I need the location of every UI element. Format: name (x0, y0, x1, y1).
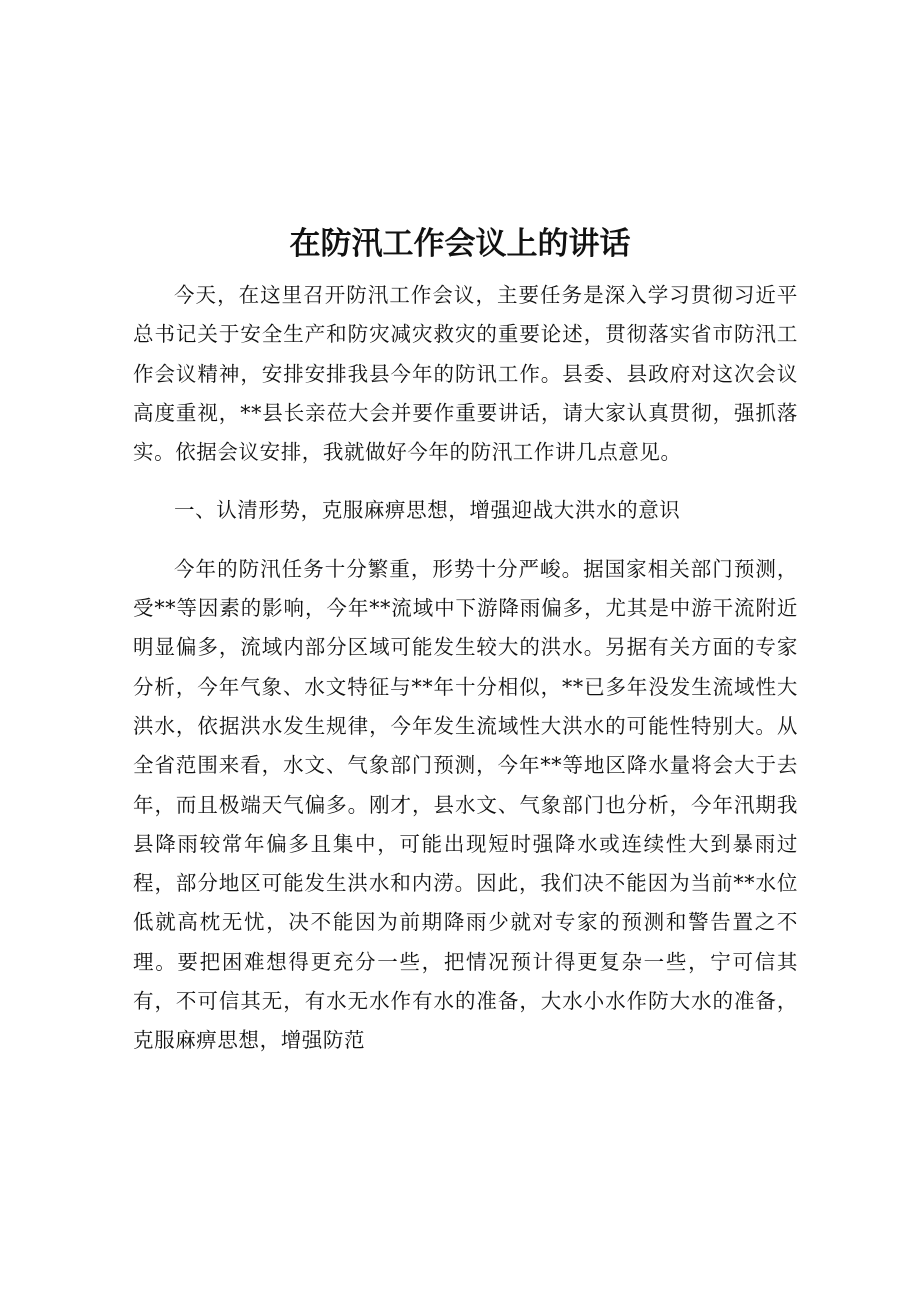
section-1-heading: 一、认清形势，克服麻痹思想，增强迎战大洪水的意识 (174, 498, 681, 523)
document-body (133, 276, 798, 1061)
document-title: 在防汛工作会议上的讲话 (289, 226, 631, 262)
intro-paragraph: 今天，在这里召开防汛工作会议，主要任务是深入学习贯彻习近平总书记关于安全生产和防灾减灾救灾的重要论述，贯彻落实省市防汛工作会议精神，安排安排我县今年的防讯工作。县委、县政府对这次会议高度重视，**县长亲莅大会并要作重要讲话，请大家认真贯彻，强抓落实。依据会议安排，我就做好今年的防汛工作讲几点意见。 (133, 283, 798, 465)
section-1-paragraph: 今年的防汛任务十分繁重，形势十分严峻。据国家相关部门预测，受**等因素的影响，今年**流域中下游降雨偏多，尤其是中游干流附近明显偏多，流域内部分区域可能发生较大的洪水。另据有关方面的专家分析，今年气象、水文特征与**年十分相似，**已多年没发生流域性大洪水，依据洪水发生规律，今年发生流域性大洪水的可能性特别大。从全省范围来看，水文、气象部门预测，今年**等地区降水量将会大于去年，而且极端天气偏多。刚才，县水文、气象部门也分析，今年汛期我县降雨较常年偏多且集中，可能出现短时强降水或连续性大到暴雨过程，部分地区可能发生洪水和内涝。因此，我们决不能因为当前**水位低就高枕无忧，决不能因为前期降雨少就对专家的预测和警告置之不理。要把困难想得更充分一些，把情况预计得更复杂一些，宁可信其有，不可信其无，有水无水作有水的准备，大水小水作防大水的准备，克服麻痹思想，增强防范 (133, 556, 798, 1053)
